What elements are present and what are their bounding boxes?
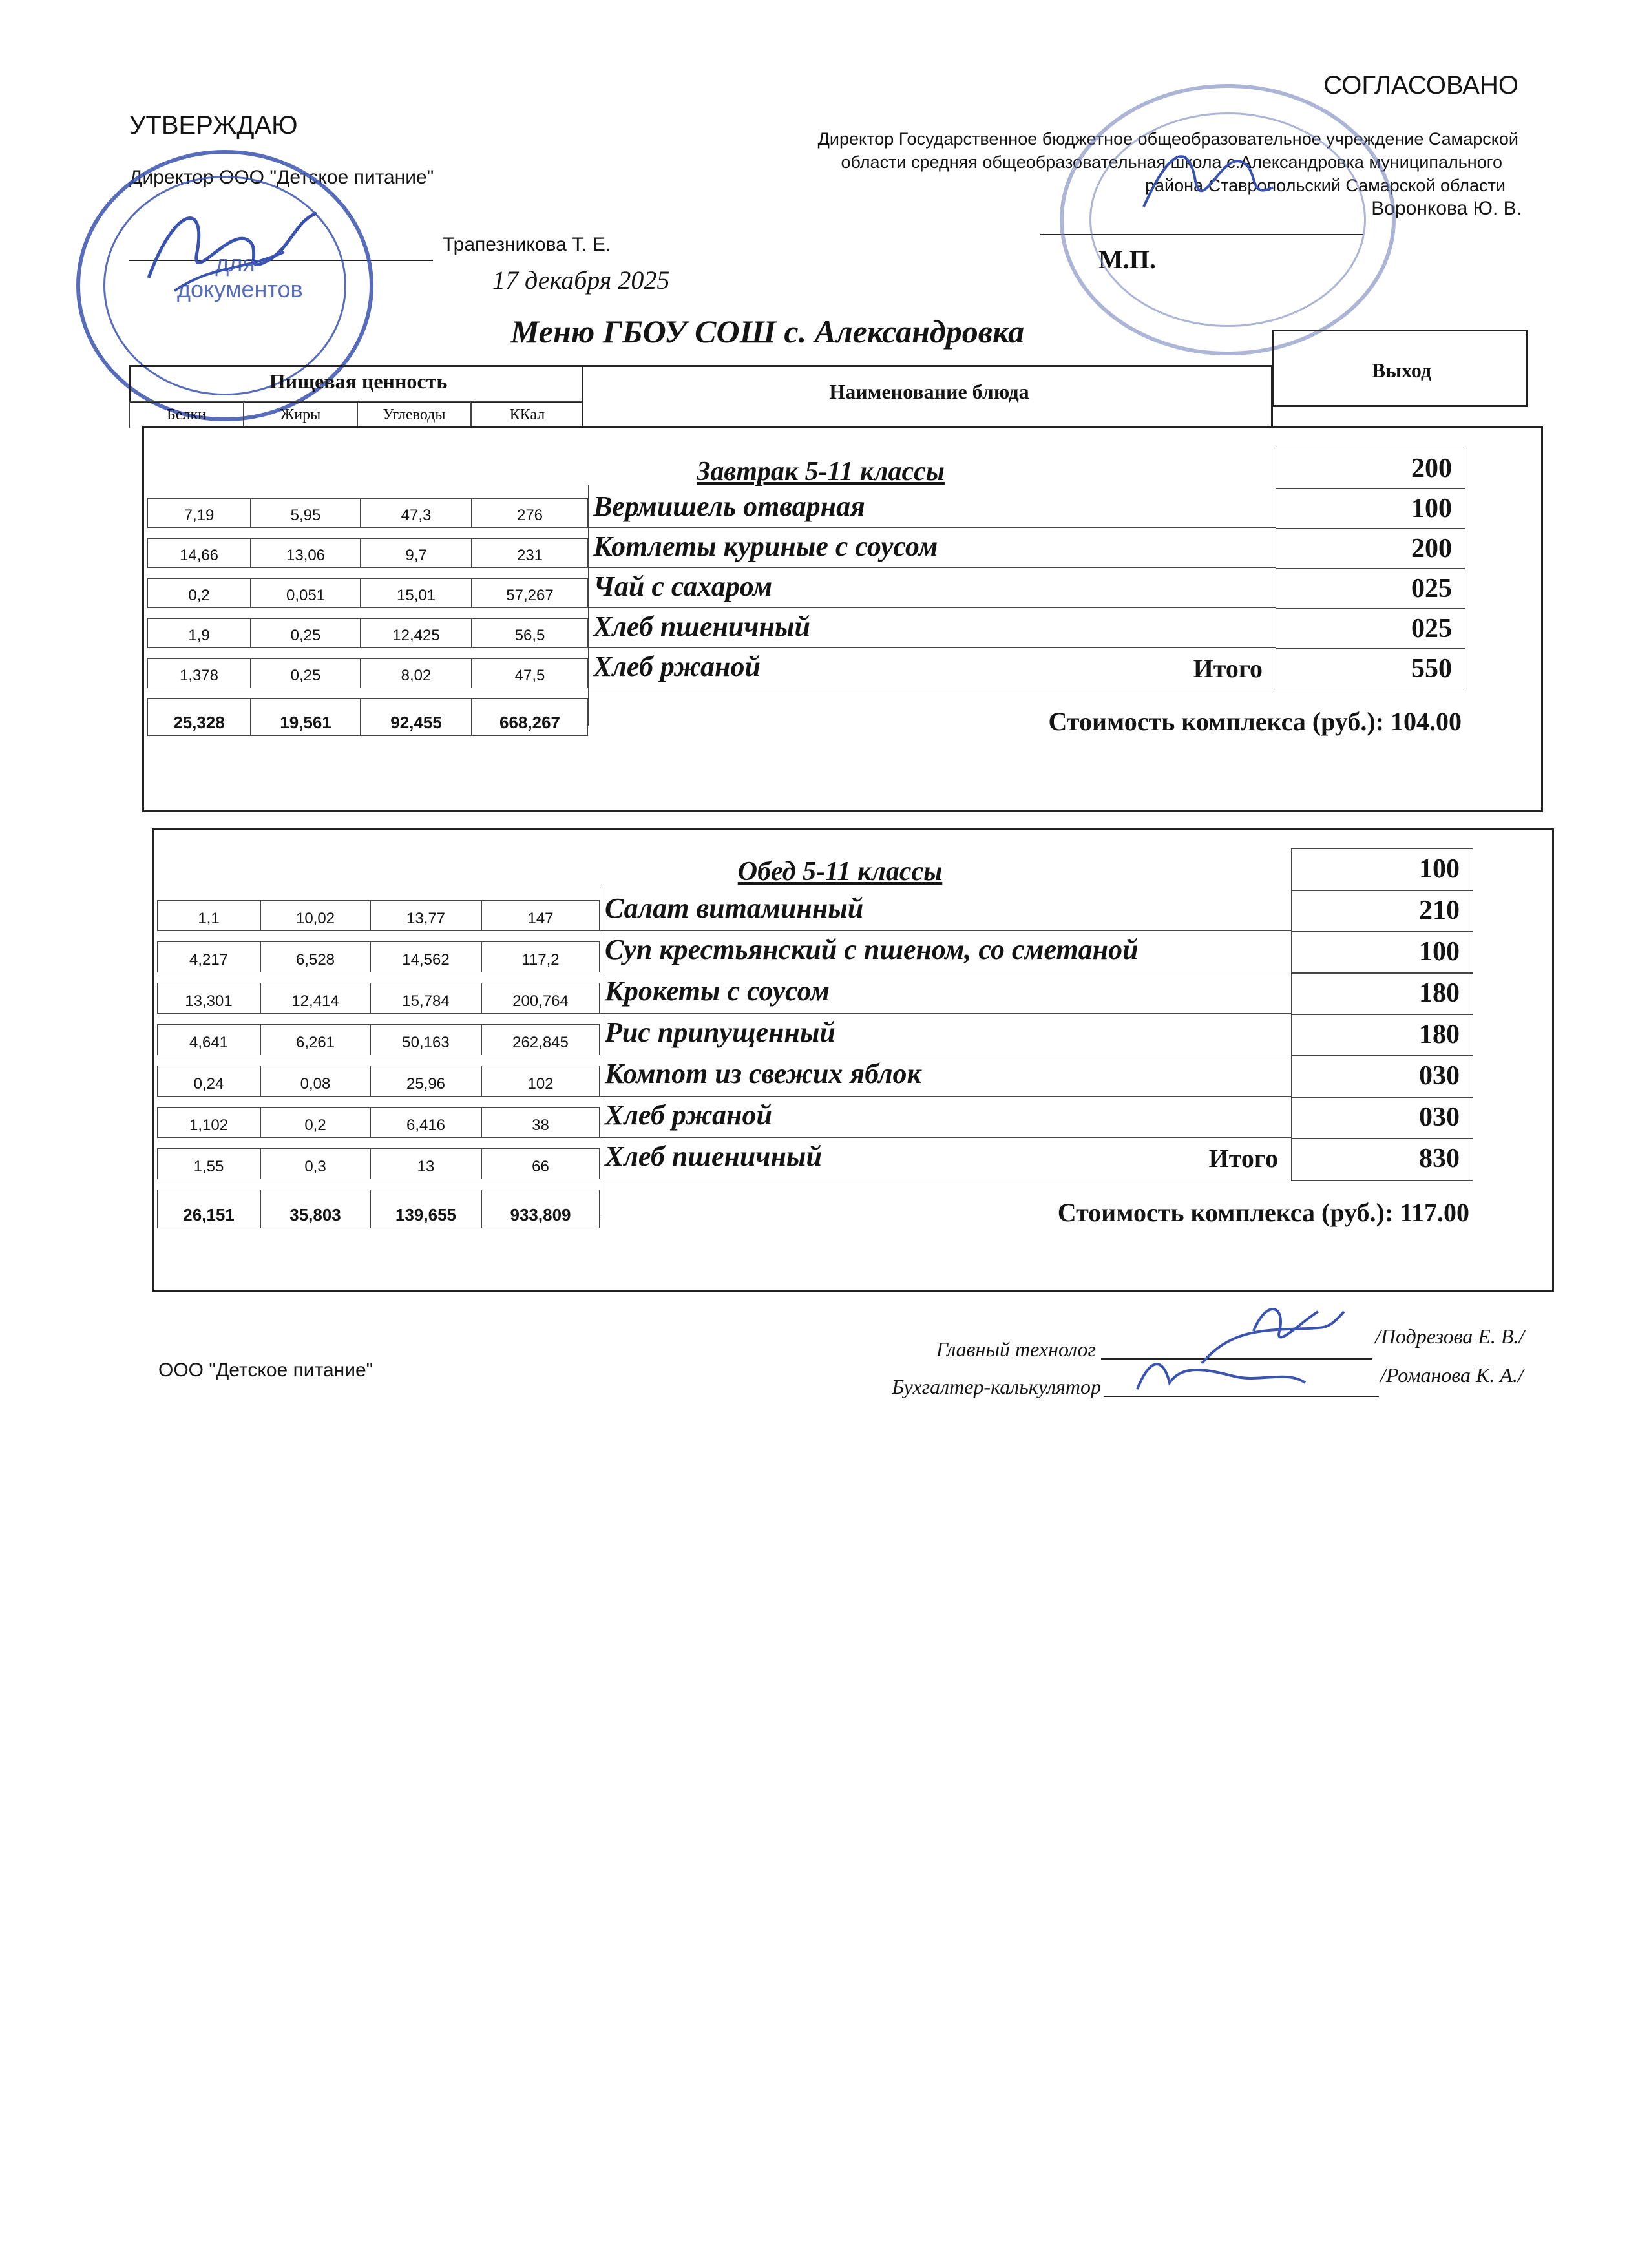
breakfast-dish-divider [588, 485, 589, 726]
lunch-row-2-protein: 4,217 [157, 941, 260, 972]
lunch-row-6-protein: 1,102 [157, 1107, 260, 1138]
lunch-row-2-yield: 210 [1291, 890, 1473, 932]
dish-header-label: Наименование блюда [829, 380, 1029, 403]
lunch-row-6-yield: 030 [1291, 1055, 1473, 1098]
agree-name: Воронкова Ю. В. [1371, 198, 1522, 219]
lunch-row-7-yield: 030 [1291, 1097, 1473, 1139]
breakfast-row-1-kcal: 276 [472, 498, 588, 528]
lunch-row-2-fat: 6,528 [260, 941, 370, 972]
lunch-row-4-fat: 6,261 [260, 1024, 370, 1055]
breakfast-cost: Стоимость комплекса (руб.): 104.00 [1048, 707, 1462, 736]
footer-acct-name: /Романова К. А./ [1380, 1363, 1524, 1387]
breakfast-row-4-name: Хлеб пшеничный [588, 607, 1276, 648]
lunch-row-3-protein: 13,301 [157, 983, 260, 1014]
breakfast-row-2-name: Котлеты куриные с соусом [588, 527, 1276, 568]
lunch-total-yield: 830 [1291, 1138, 1473, 1181]
breakfast-row-2-protein: 14,66 [147, 538, 251, 568]
footer-tech-label: Главный технолог [936, 1338, 1096, 1361]
lunch-row-6-carbs: 6,416 [370, 1107, 481, 1138]
lunch-row-5-carbs: 25,96 [370, 1066, 481, 1097]
breakfast-total-protein: 25,328 [147, 698, 251, 736]
nutrition-header-label: Пищевая ценность [269, 370, 448, 393]
lunch-row-5-name: Компот из свежих яблок [600, 1054, 1291, 1097]
lunch-row-4-carbs: 50,163 [370, 1024, 481, 1055]
lunch-row-7-fat: 0,3 [260, 1148, 370, 1179]
lunch-row-7-name: Хлеб пшеничный [600, 1137, 1291, 1179]
lunch-row-1-carbs: 13,77 [370, 900, 481, 931]
stamp-text: для документов [177, 250, 303, 302]
approve-signature-icon [136, 194, 330, 304]
approve-name: Трапезникова Т. Е. [443, 234, 611, 255]
col-kcal-header: ККал [471, 401, 583, 428]
lunch-row-4-kcal: 262,845 [481, 1024, 600, 1055]
breakfast-total-carbs: 92,455 [361, 698, 472, 736]
yield-header [1272, 330, 1528, 407]
breakfast-row-3-fat: 0,051 [251, 578, 361, 608]
breakfast-row-4-fat: 0,25 [251, 618, 361, 648]
col-protein-header: Белки [129, 401, 244, 428]
breakfast-row-3-kcal: 57,267 [472, 578, 588, 608]
agree-signature-icon [1137, 129, 1279, 226]
approve-position: Директор ООО "Детское питание" [129, 167, 434, 188]
dish-header [582, 365, 1273, 428]
lunch-row-6-name: Хлеб ржаной [600, 1095, 1291, 1138]
lunch-row-4-name: Рис припущенный [600, 1013, 1291, 1055]
breakfast-total-yield: 550 [1276, 648, 1465, 689]
agree-line-3: района Ставропольский Самарской области [1145, 176, 1506, 195]
lunch-row-2-carbs: 14,562 [370, 941, 481, 972]
lunch-row-6-fat: 0,2 [260, 1107, 370, 1138]
breakfast-row-2-yield: 100 [1276, 488, 1465, 529]
breakfast-row-5-kcal: 47,5 [472, 658, 588, 688]
breakfast-row-4-protein: 1,9 [147, 618, 251, 648]
col-carbs-header: Углеводы [357, 401, 471, 428]
breakfast-row-5-name: Хлеб ржаной [588, 647, 1276, 688]
lunch-row-7-kcal: 66 [481, 1148, 600, 1179]
breakfast-row-3-carbs: 15,01 [361, 578, 472, 608]
lunch-row-4-protein: 4,641 [157, 1024, 260, 1055]
breakfast-row-1-fat: 5,95 [251, 498, 361, 528]
lunch-row-1-kcal: 147 [481, 900, 600, 931]
breakfast-row-1-carbs: 47,3 [361, 498, 472, 528]
breakfast-row-1-name: Вермишель отварная [588, 487, 1276, 528]
lunch-row-2-name: Суп крестьянский с пшеном, со сметаной [600, 930, 1291, 972]
lunch-row-3-carbs: 15,784 [370, 983, 481, 1014]
approve-date: 17 декабря 2025 [492, 266, 670, 295]
lunch-title: Обед 5-11 классы [737, 857, 943, 887]
lunch-row-3-yield: 100 [1291, 931, 1473, 974]
breakfast-row-5-carbs: 8,02 [361, 658, 472, 688]
lunch-row-1-name: Салат витаминный [600, 888, 1291, 931]
breakfast-row-5-fat: 0,25 [251, 658, 361, 688]
breakfast-row-2-kcal: 231 [472, 538, 588, 568]
breakfast-row-4-kcal: 56,5 [472, 618, 588, 648]
lunch-row-7-carbs: 13 [370, 1148, 481, 1179]
footer-company: ООО "Детское питание" [158, 1360, 373, 1381]
footer-tech-name: /Подрезова Е. В./ [1375, 1325, 1525, 1348]
breakfast-row-3-protein: 0,2 [147, 578, 251, 608]
lunch-row-7-protein: 1,55 [157, 1148, 260, 1179]
agree-line-2: области средняя общеобразовательная школа с.Александровка муниципального [841, 152, 1502, 172]
lunch-row-1-fat: 10,02 [260, 900, 370, 931]
breakfast-row-4-yield: 025 [1276, 568, 1465, 609]
lunch-row-3-fat: 12,414 [260, 983, 370, 1014]
lunch-row-1-yield: 100 [1291, 848, 1473, 891]
breakfast-row-3-yield: 200 [1276, 528, 1465, 569]
lunch-row-6-kcal: 38 [481, 1107, 600, 1138]
lunch-cost: Стоимость комплекса (руб.): 117.00 [1057, 1198, 1469, 1227]
lunch-row-5-protein: 0,24 [157, 1066, 260, 1097]
lunch-total-fat: 35,803 [260, 1190, 370, 1228]
breakfast-total-kcal: 668,267 [472, 698, 588, 736]
lunch-row-5-fat: 0,08 [260, 1066, 370, 1097]
lunch-row-4-yield: 180 [1291, 972, 1473, 1015]
footer-acct-label: Бухгалтер-калькулятор [892, 1375, 1101, 1398]
breakfast-row-5-protein: 1,378 [147, 658, 251, 688]
approve-title: УТВЕРЖДАЮ [129, 111, 298, 140]
footer-signatures-icon [1124, 1292, 1357, 1409]
agree-mp: М.П. [1098, 245, 1156, 274]
yield-header-label: Выход [1371, 359, 1432, 382]
agree-line-1: Директор Государственное бюджетное общеобразовательное учреждение Самарской [817, 129, 1518, 149]
lunch-row-5-kcal: 102 [481, 1066, 600, 1097]
nutrition-header [129, 365, 583, 403]
lunch-total-kcal: 933,809 [481, 1190, 600, 1228]
lunch-row-2-kcal: 117,2 [481, 941, 600, 972]
breakfast-title: Завтрак 5-11 классы [697, 457, 945, 487]
breakfast-total-label: Итого [1193, 654, 1263, 683]
lunch-row-1-protein: 1,1 [157, 900, 260, 931]
lunch-row-3-kcal: 200,764 [481, 983, 600, 1014]
breakfast-total-fat: 19,561 [251, 698, 361, 736]
breakfast-row-2-carbs: 9,7 [361, 538, 472, 568]
breakfast-row-5-yield: 025 [1276, 608, 1465, 649]
breakfast-row-3-name: Чай с сахаром [588, 567, 1276, 608]
agree-title: СОГЛАСОВАНО [1323, 71, 1518, 100]
breakfast-row-1-yield: 200 [1276, 448, 1465, 489]
lunch-total-carbs: 139,655 [370, 1190, 481, 1228]
lunch-total-protein: 26,151 [157, 1190, 260, 1228]
menu-title: Меню ГБОУ СОШ с. Александровка [510, 313, 1025, 350]
breakfast-row-1-protein: 7,19 [147, 498, 251, 528]
lunch-row-3-name: Крокеты с соусом [600, 971, 1291, 1014]
lunch-row-5-yield: 180 [1291, 1014, 1473, 1056]
col-fat-header: Жиры [244, 401, 357, 428]
breakfast-row-2-fat: 13,06 [251, 538, 361, 568]
lunch-total-label: Итого [1208, 1144, 1278, 1173]
breakfast-row-4-carbs: 12,425 [361, 618, 472, 648]
